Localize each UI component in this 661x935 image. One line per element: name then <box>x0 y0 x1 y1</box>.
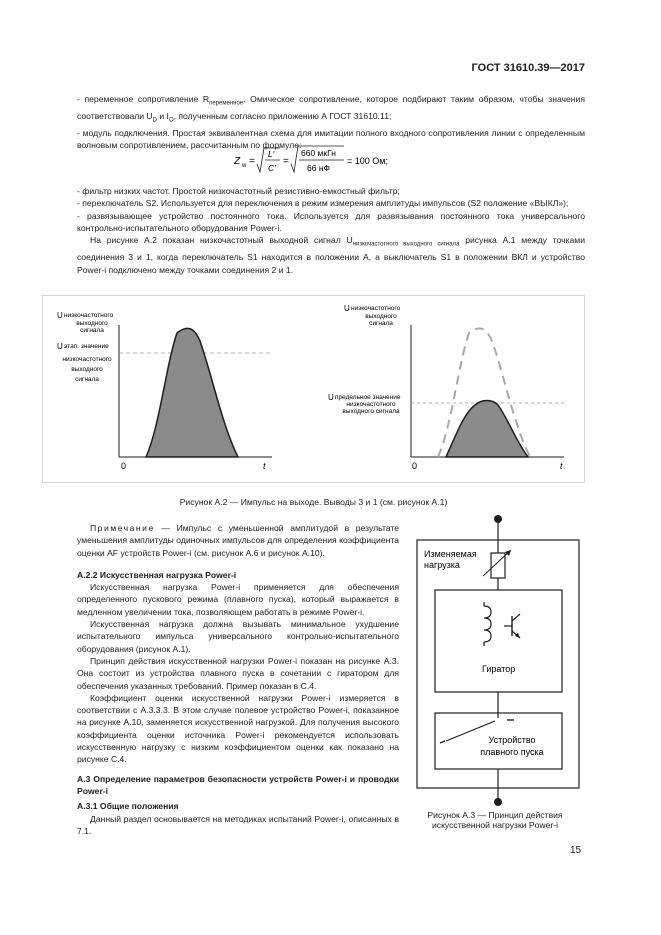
svg-text:=: = <box>283 156 289 167</box>
gyrator-box <box>435 590 562 692</box>
section-a31-title: А.3.1 Общие положения <box>77 801 179 812</box>
right-ref-2: низкочастотного <box>346 401 396 408</box>
list-item: - развязывающее устройство постоянного тока. Используется для развязывания постоянного тока универсального контрольно-испытательного оборудования Power-i. <box>77 210 585 233</box>
soft-start-label-1: Устройство <box>488 735 536 745</box>
right-ref-u: U <box>328 393 334 402</box>
variable-arrow <box>483 550 511 576</box>
page-number: 15 <box>570 845 582 856</box>
left-ref-2: низкочастотного <box>62 356 112 363</box>
list-block <box>77 185 585 276</box>
left-t-label: t <box>263 461 266 471</box>
figure-a3 <box>412 510 592 810</box>
right-ref-3: выходного сигнала <box>342 408 400 415</box>
left-origin: 0 <box>121 461 127 471</box>
variable-resistor <box>491 553 505 578</box>
right-ylabel-1: низкочастотного <box>351 305 401 312</box>
impedance-formula <box>230 142 400 182</box>
formula-frac2-den: 66 нФ <box>307 163 330 173</box>
left-column-text <box>77 522 399 837</box>
variable-load-label-2: нагрузка <box>424 560 460 570</box>
figure-a2-intro: На рисунке А.2 показан низкочастотный выходной сигнал $U_{низкочастотного выходного сигнала}$ рисунка А.1 между точками соединения 3 и 1, когда переключатель S1 находится в положении А, а выключатель S1 в положении ВКЛ и устройство Power-i подключено между точками соединения 2 и 1. <box>77 235 586 275</box>
variable-resistor-item: - переменное сопротивление $R_{переменное}$. Омическое сопротивление, которое подбирают таким образом, чтобы значения соответствовали $U_D$ и $I_O$, полученным согласно приложению А ГОСТ 31610.11; <box>77 94 585 124</box>
left-pulse <box>146 328 238 457</box>
left-ref-3: выходного <box>71 366 103 373</box>
section-a22-paragraph: Принцип действия искусственной нагрузки Power-i показан на рисунке А.3. Она состоит из устройства плавного пуска в сочетании с гиратором для обеспечения указанных требований. Пример показан в С.4. <box>77 655 399 691</box>
section-a3-title: А.3 Определение параметров безопасности устройств Power-i и проводки Power-i <box>77 773 399 796</box>
list-item: - фильтр низких частот. Простой низкочастотный резистивно-емкостный фильтр; <box>77 186 400 196</box>
list-item: - переключатель S2. Используется для переключения в режим измерения амплитуды импульсов (S2 положение «ВЫКЛ»); <box>77 198 569 209</box>
formula-frac1-den: C′ <box>268 163 276 173</box>
formula-frac1-num: L′ <box>268 149 275 159</box>
right-ylabel-3: сигнала <box>369 320 393 327</box>
connection-module-item: - модуль подключения. Простая эквивалентная схема для имитации полного входного сопротивления линии с определенным волновым сопротивлением, рассчитанным по формуле: <box>77 128 585 151</box>
top-terminal <box>494 515 502 523</box>
section-a22-title: А.2.2 Искусственная нагрузка Power-i <box>77 569 237 580</box>
left-ylabel-3: сигнала <box>80 327 104 334</box>
left-ref-1: этап. значение <box>64 343 109 350</box>
svg-text:=: = <box>249 156 255 167</box>
right-t-label: t <box>560 461 563 471</box>
right-origin: 0 <box>412 461 418 471</box>
inductor-icon <box>484 606 491 642</box>
left-ref-u: U <box>57 342 63 351</box>
formula-lhs: Z <box>234 156 241 167</box>
formula-frac2-num: 660 мкГн <box>301 148 336 158</box>
left-ylabel-u: U <box>57 311 63 320</box>
section-a22-paragraph: Искусственная нагрузка Power-i применяется для обеспечения определенного пускового режима (плавного пуска), который выражается в медленном увеличении тока, позволяющем работать в режиме Power-i. <box>77 582 399 617</box>
variable-load-label-1: Изменяемая <box>424 549 477 559</box>
figure-a2 <box>42 295 585 483</box>
left-ylabel-1: низкочастотного <box>64 312 114 319</box>
section-a31-text: Данный раздел основывается на методиках испытаний Power-i, описанных в 7.1. <box>77 813 399 836</box>
right-ylabel-u: U <box>344 304 350 313</box>
soft-start-label-2: плавного пуска <box>480 747 544 757</box>
section-a22-paragraph: Искусственная нагрузка должна вызывать минимальное ухудшение испытательного импульса универсального контрольно-испытательного оборудования (рисунок А.1). <box>77 619 399 654</box>
bottom-terminal <box>494 798 502 806</box>
document-header: ГОСТ 31610.39—2017 <box>471 62 585 74</box>
right-ylabel-2: выходного <box>365 313 397 320</box>
formula-lhs-sub: w <box>242 163 247 169</box>
right-ref-1: предельное значение <box>335 394 401 401</box>
formula-result: = 100 Ом; <box>347 156 388 166</box>
section-a22-paragraph: Коэффициент оценки искусственной нагрузки Power-i измеряется в соответствии с А.3.3.3. В этом случае полевое устройство Power-i, показанное на рисунке А.10, заменяется искусственной нагрузкой. Для получения высокого коэффициента оценки источника Power-i рекомендуется использовать искусственную нагрузку с низким коэффициентом оценки как показано на рисунке С.4. <box>77 692 399 765</box>
gyrator-label: Гиратор <box>482 664 516 674</box>
left-ref-4: сигнала <box>75 376 99 383</box>
note: Примечание — Импульс с уменьшенной амплитудой в результате уменьшения амплитуды одиночных импульсов для определения коэффициента оценки AF устройств Power-i (см. рисунок А.6 и рисунок А.10). <box>77 523 399 558</box>
figure-a2-caption: Рисунок А.2 — Импульс на выходе. Выводы 3 и 1 (см. рисунок А.1) <box>179 497 448 507</box>
left-ylabel-2: выходного <box>76 320 108 327</box>
right-reduced-pulse <box>446 401 528 458</box>
figure-a3-caption: Рисунок А.3 — Принцип действия искусственной нагрузки Power-i <box>427 810 563 830</box>
